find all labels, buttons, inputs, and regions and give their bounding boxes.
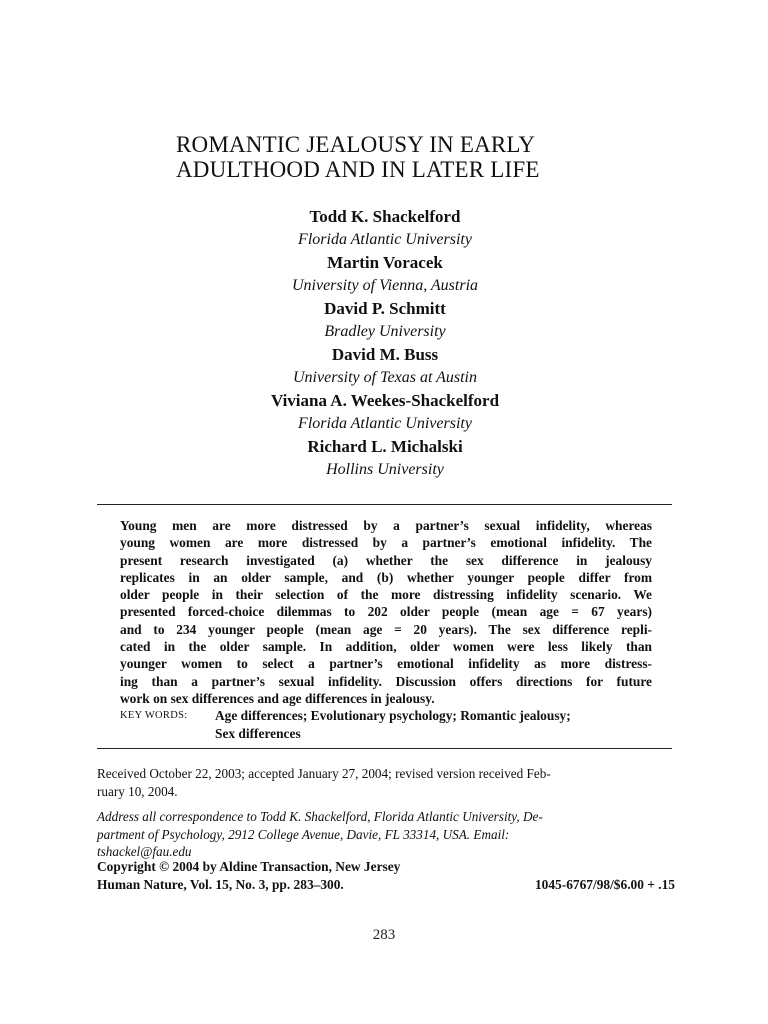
abstract-line: young women are more distressed by a partner’s emotional infidelity. The (120, 535, 652, 551)
author-affiliation: University of Vienna, Austria (291, 277, 479, 294)
keywords-line: Sex differences (215, 726, 301, 741)
address-line: tshackel@fau.edu (97, 844, 192, 859)
correspondence-address (97, 808, 672, 861)
abstract-line: older people in their selection of the more distressing infidelity scenario. We (120, 587, 652, 603)
author-name: Martin Voracek (327, 253, 443, 272)
copyright-line: Copyright © 2004 by Aldine Transaction, New Jersey (97, 859, 401, 874)
author-block (160, 389, 610, 435)
received-dates (97, 765, 672, 800)
paper-title (176, 132, 656, 182)
received-line: Received October 22, 2003; accepted January 27, 2004; revised version received Feb- (97, 766, 551, 781)
author-block (160, 297, 610, 343)
abstract-line: work on sex differences and age differences in jealousy. (120, 690, 435, 706)
author-affiliation: Florida Atlantic University (298, 231, 472, 248)
keywords-line: Age differences; Evolutionary psychology; Romantic jealousy; (215, 708, 571, 723)
abstract-bottom-rule (97, 748, 672, 749)
abstract-line: ing than a partner’s sexual infidelity. Discussion offers directions for future (120, 673, 652, 689)
author-block (160, 435, 610, 481)
author-block (160, 343, 610, 389)
page-number: 283 (372, 927, 396, 943)
address-line: partment of Psychology, 2912 College Avenue, Davie, FL 33314, USA. Email: (97, 826, 510, 842)
author-name: David P. Schmitt (324, 299, 446, 318)
keywords-label: KEY WORDS: (120, 710, 188, 721)
keywords-list (215, 707, 655, 743)
abstract-line: present research investigated (a) whether the sex difference in jealousy (120, 552, 652, 568)
author-affiliation: Florida Atlantic University (298, 415, 472, 432)
author-affiliation: Bradley University (324, 323, 446, 340)
journal-citation: Human Nature, Vol. 15, No. 3, pp. 283–300. (97, 876, 344, 892)
author-name: Todd K. Shackelford (309, 207, 461, 226)
author-name: David M. Buss (331, 345, 439, 364)
copyright-block (97, 858, 675, 893)
abstract-line: presented forced-choice dilemmas to 202 older people (mean age = 67 years) (120, 604, 652, 620)
author-block (160, 251, 610, 297)
abstract-line: Young men are more distressed by a partner’s sexual infidelity, whereas (120, 518, 652, 533)
abstract-line: replicates in an older sample, and (b) whether younger people differ from (120, 569, 652, 585)
author-affiliation: Hollins University (326, 461, 444, 478)
title-line-2: ADULTHOOD AND IN LATER LIFE (176, 157, 540, 182)
author-list (160, 205, 610, 481)
author-name: Viviana A. Weekes-Shackelford (270, 391, 500, 410)
author-affiliation: University of Texas at Austin (293, 369, 477, 386)
address-line: Address all correspondence to Todd K. Shackelford, Florida Atlantic University, De- (97, 809, 543, 824)
journal-citation-row (97, 876, 675, 894)
received-line: ruary 10, 2004. (97, 783, 178, 799)
abstract-line: cated in the older sample. In addition, older women were less likely than (120, 639, 652, 655)
abstract-line: and to 234 younger people (mean age = 20 years). The sex difference repli- (120, 621, 652, 637)
abstract-line: younger women to select a partner’s emotional infidelity as more distress- (120, 656, 652, 672)
author-block (160, 205, 610, 251)
issn-price: 1045-6767/98/$6.00 + .15 (534, 876, 675, 892)
abstract (120, 517, 652, 707)
abstract-top-rule (97, 504, 672, 505)
author-name: Richard L. Michalski (307, 437, 463, 456)
title-line-1: ROMANTIC JEALOUSY IN EARLY (176, 132, 536, 157)
